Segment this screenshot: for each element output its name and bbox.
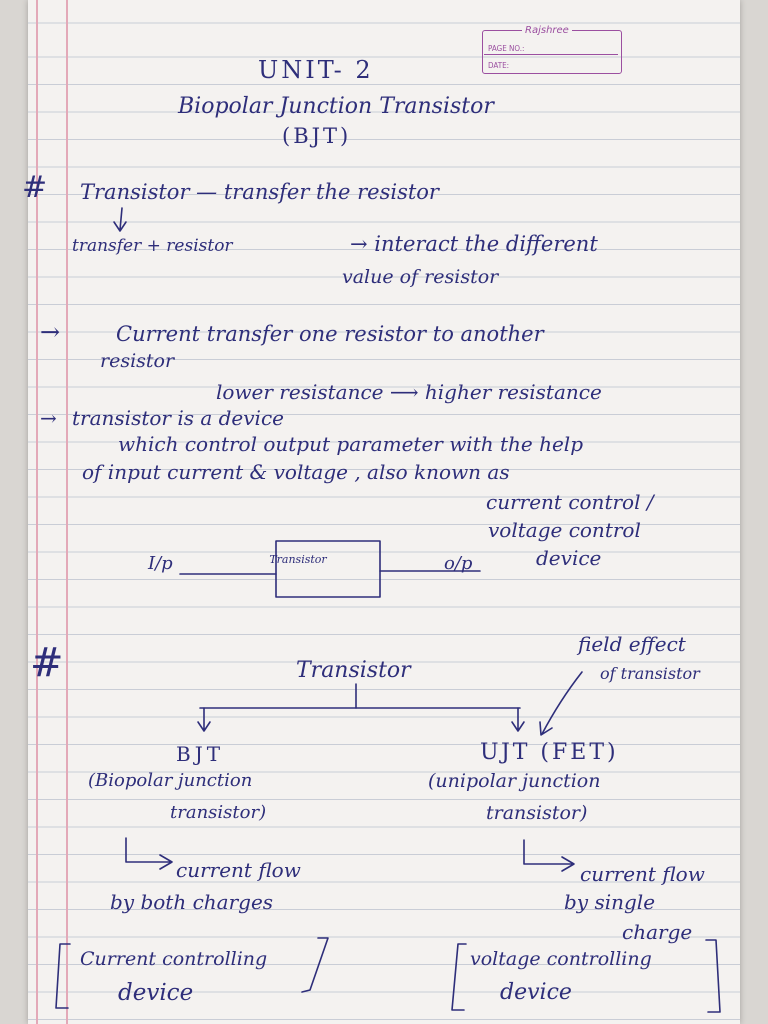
- point-1-line-2: resistor: [100, 350, 175, 372]
- point-2-line-4: current control /: [486, 490, 654, 514]
- tree-right-arrow: [512, 708, 524, 731]
- unit-heading: UNIT- 2: [258, 56, 374, 84]
- point-1-line-3: lower resistance ⟶ higher resistance: [216, 380, 602, 404]
- stamp-date: DATE:: [488, 61, 510, 70]
- point-2-line-1: transistor is a device: [72, 406, 284, 430]
- bjt-flow-2: by both charges: [110, 890, 274, 914]
- bjt-device-1: Current controlling: [80, 948, 268, 970]
- fet-note-2: of transistor: [600, 664, 700, 683]
- point-2-line-5: voltage control: [488, 518, 641, 542]
- point-2-line-6: device: [536, 546, 602, 570]
- ujt-full-1: (unipolar junction: [428, 770, 601, 792]
- tree-left-arrow: [198, 708, 210, 731]
- intro-line-2: transfer + resistor: [72, 236, 233, 256]
- point-2-arrow: →: [40, 406, 57, 430]
- fet-note-1: field effect: [578, 632, 686, 656]
- ujt-device-bracket-left: [452, 944, 466, 1010]
- page-title: Biopolar Junction Transistor: [178, 94, 494, 119]
- bjt-full-2: transistor): [170, 802, 267, 823]
- ujt-label: UJT (FET): [480, 740, 619, 765]
- tree-root: Transistor: [296, 658, 411, 683]
- stamp-brand: Rajshree: [522, 25, 572, 36]
- stamp-page-no: PAGE NO.:: [488, 44, 525, 53]
- diagram-transistor-box: [276, 541, 380, 597]
- diagram-transistor-label: Transistor: [269, 553, 327, 566]
- bjt-device-bracket-left: [56, 944, 70, 1008]
- section-marker-2: #: [30, 640, 64, 686]
- ujt-flow-1: current flow: [580, 862, 705, 886]
- bjt-flow-1: current flow: [176, 858, 301, 882]
- ujt-flow-arrow: [524, 840, 574, 871]
- section-marker-1: #: [22, 170, 48, 205]
- intro-line-1: Transistor — transfer the resistor: [80, 180, 439, 204]
- bjt-flow-arrow: [126, 838, 172, 869]
- ujt-full-2: transistor): [486, 802, 588, 824]
- point-2-line-2: which control output parameter with the help: [118, 432, 584, 456]
- diagram-input-label: I/p: [148, 553, 173, 574]
- diagram-output-label: o/p: [444, 553, 473, 574]
- ujt-device-2: device: [500, 980, 572, 1005]
- bjt-label: BJT: [176, 742, 225, 766]
- point-1-line-1: Current transfer one resistor to another: [116, 322, 544, 346]
- ujt-device-1: voltage controlling: [470, 948, 652, 970]
- ujt-device-bracket-right: [706, 940, 720, 1012]
- title-abbreviation: (BJT): [282, 124, 352, 148]
- ujt-flow-2: by single: [564, 890, 656, 914]
- intro-note-2: value of resistor: [342, 266, 499, 288]
- point-1-arrow: →: [40, 318, 61, 346]
- bjt-full-1: (Biopolar junction: [88, 770, 253, 791]
- bjt-device-2: device: [118, 980, 194, 1006]
- fet-note-arrow: [540, 672, 582, 735]
- intro-down-arrow: [114, 208, 126, 231]
- point-2-line-3: of input current & voltage , also known as: [82, 460, 510, 484]
- ujt-flow-3: charge: [622, 920, 693, 944]
- bjt-device-bracket-right: [302, 938, 328, 992]
- intro-note-1: → interact the different: [350, 232, 598, 256]
